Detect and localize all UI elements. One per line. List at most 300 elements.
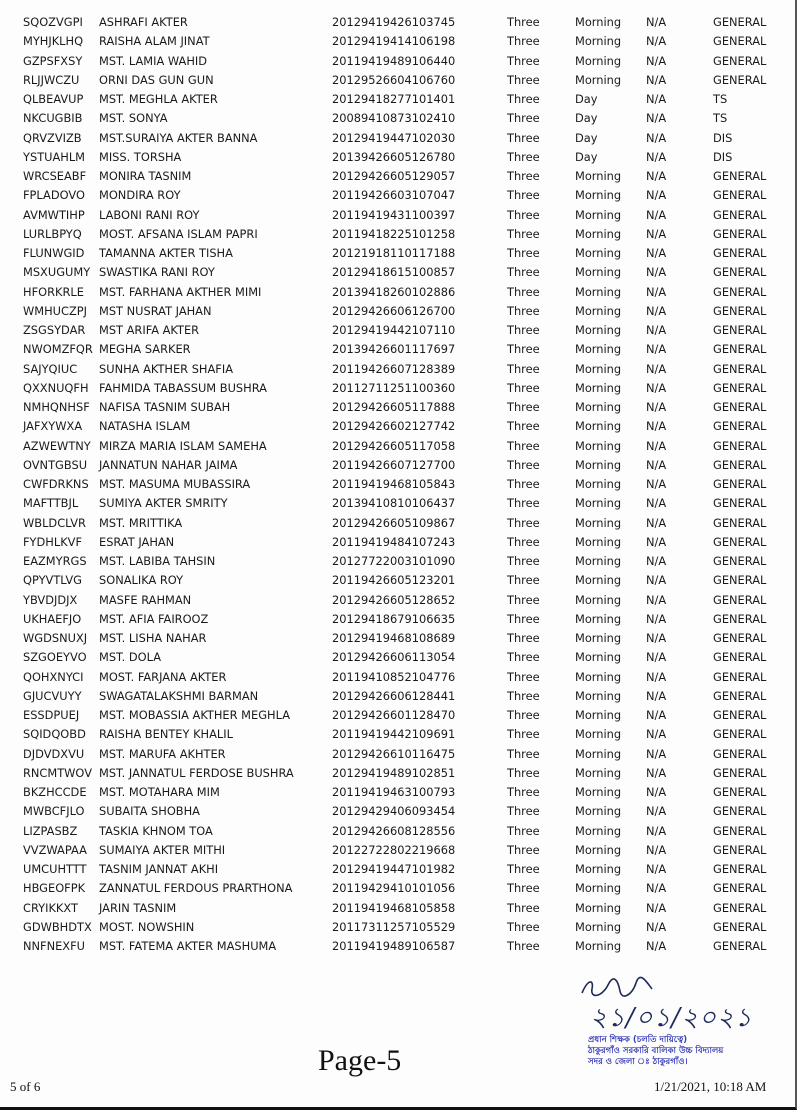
shift-cell: Morning bbox=[575, 188, 622, 203]
shift-cell: Morning bbox=[575, 72, 622, 87]
category-cell: GENERAL bbox=[713, 34, 767, 49]
quota-cell: N/A bbox=[646, 900, 667, 915]
table-row bbox=[0, 822, 795, 841]
table-row bbox=[0, 456, 795, 475]
table-row bbox=[0, 841, 795, 860]
student-name: SUMAIYA AKTER MITHI bbox=[99, 842, 226, 857]
shift-cell: Morning bbox=[575, 477, 622, 491]
shift-cell: Morning bbox=[575, 246, 622, 260]
student-name: MISS. TORSHA bbox=[99, 149, 182, 164]
category-cell: GENERAL bbox=[713, 15, 767, 29]
table-row bbox=[0, 802, 795, 821]
category-cell: GENERAL bbox=[713, 842, 767, 857]
student-id: 20129419426103745 bbox=[332, 15, 456, 29]
shift-cell: Day bbox=[575, 149, 598, 164]
shift-cell: Morning bbox=[575, 708, 622, 722]
category-cell: GENERAL bbox=[713, 400, 767, 414]
shift-cell: Morning bbox=[575, 534, 622, 549]
student-name: MST. FARHANA AKTHER MIMI bbox=[99, 284, 262, 299]
table-row bbox=[0, 648, 795, 667]
table-row bbox=[0, 90, 795, 109]
table-row bbox=[0, 186, 795, 205]
shift-cell: Morning bbox=[575, 823, 622, 838]
official-stamp bbox=[588, 1035, 768, 1068]
table-row bbox=[0, 283, 795, 302]
category-cell: GENERAL bbox=[713, 515, 767, 530]
quota-cell: N/A bbox=[646, 130, 667, 145]
category-cell: GENERAL bbox=[713, 496, 767, 511]
class-cell: Three bbox=[507, 72, 540, 87]
table-row bbox=[0, 379, 795, 398]
class-cell: Three bbox=[507, 631, 540, 645]
shift-cell: Morning bbox=[575, 592, 622, 607]
class-cell: Three bbox=[507, 688, 540, 703]
quota-cell: N/A bbox=[646, 111, 667, 126]
student-id: 20129426601128470 bbox=[332, 708, 456, 722]
quota-cell: N/A bbox=[646, 226, 667, 241]
student-name: ORNI DAS GUN GUN bbox=[99, 72, 214, 87]
shift-cell: Morning bbox=[575, 669, 622, 684]
student-id: 20119426607127700 bbox=[332, 457, 456, 472]
shift-cell: Morning bbox=[575, 727, 622, 742]
category-cell: GENERAL bbox=[713, 477, 767, 491]
table-row bbox=[0, 668, 795, 687]
quota-cell: N/A bbox=[646, 881, 667, 896]
student-id: 20139410810106437 bbox=[332, 496, 456, 511]
quota-cell: N/A bbox=[646, 477, 667, 491]
page-label: Page-5 bbox=[318, 1044, 402, 1077]
class-cell: Three bbox=[507, 939, 540, 953]
student-name: LABONI RANI ROY bbox=[99, 207, 200, 222]
shift-cell: Morning bbox=[575, 226, 622, 241]
class-cell: Three bbox=[507, 188, 540, 203]
shift-cell: Morning bbox=[575, 284, 622, 299]
category-cell: GENERAL bbox=[713, 323, 767, 337]
student-code: VVZWAPAA bbox=[23, 842, 87, 857]
category-cell: GENERAL bbox=[713, 611, 767, 626]
table-row bbox=[0, 629, 795, 648]
category-cell: GENERAL bbox=[713, 438, 767, 453]
student-code: GDWBHDTX bbox=[23, 919, 92, 934]
stamp-line: প্রধান শিক্ষক (চলতি দায়িত্বে) bbox=[588, 1035, 688, 1045]
shift-cell: Morning bbox=[575, 785, 622, 799]
student-code: SQIDQOBD bbox=[23, 727, 86, 742]
quota-cell: N/A bbox=[646, 207, 667, 222]
student-name: MIRZA MARIA ISLAM SAMEHA bbox=[99, 438, 267, 453]
student-code: NWOMZFQR bbox=[23, 342, 93, 357]
table-row bbox=[0, 71, 795, 90]
student-code: NKCUGBIB bbox=[23, 111, 83, 126]
quota-cell: N/A bbox=[646, 554, 667, 568]
category-cell: GENERAL bbox=[713, 361, 767, 376]
student-name: MEGHA SARKER bbox=[99, 342, 191, 357]
quota-cell: N/A bbox=[646, 611, 667, 626]
shift-cell: Morning bbox=[575, 611, 622, 626]
student-id: 20119419484107243 bbox=[332, 534, 456, 549]
student-name: TASNIM JANNAT AKHI bbox=[99, 862, 219, 876]
quota-cell: N/A bbox=[646, 169, 667, 183]
student-code: GZPSFXSY bbox=[23, 53, 83, 68]
student-name: MONIRA TASNIM bbox=[99, 169, 192, 183]
table-row bbox=[0, 263, 795, 282]
student-code: LURLBPYQ bbox=[23, 226, 82, 241]
class-cell: Three bbox=[507, 785, 540, 799]
quota-cell: N/A bbox=[646, 785, 667, 799]
student-id: 20119419442109691 bbox=[332, 727, 456, 742]
shift-cell: Morning bbox=[575, 53, 622, 68]
student-code: WMHUCZPJ bbox=[23, 303, 87, 318]
student-name: ASHRAFI AKTER bbox=[99, 15, 188, 29]
class-cell: Three bbox=[507, 708, 540, 722]
student-code: QLBEAVUP bbox=[23, 92, 84, 106]
shift-cell: Morning bbox=[575, 688, 622, 703]
shift-cell: Morning bbox=[575, 881, 622, 896]
shift-cell: Morning bbox=[575, 169, 622, 183]
class-cell: Three bbox=[507, 611, 540, 626]
student-id: 20129418679106635 bbox=[332, 611, 456, 626]
quota-cell: N/A bbox=[646, 669, 667, 684]
student-id: 20119419463100793 bbox=[332, 785, 456, 799]
student-name: TASKIA KHNOM TOA bbox=[99, 823, 213, 838]
category-cell: GENERAL bbox=[713, 688, 767, 703]
quota-cell: N/A bbox=[646, 380, 667, 395]
shift-cell: Morning bbox=[575, 380, 622, 395]
shift-cell: Morning bbox=[575, 438, 622, 453]
student-id: 20112711251100360 bbox=[332, 380, 456, 395]
student-id: 20089410873102410 bbox=[332, 111, 456, 126]
table-row bbox=[0, 725, 795, 744]
table-row bbox=[0, 879, 795, 898]
quota-cell: N/A bbox=[646, 15, 667, 29]
student-code: CRYIKKXT bbox=[23, 900, 78, 915]
shift-cell: Morning bbox=[575, 554, 622, 568]
student-id: 20129419447101982 bbox=[332, 862, 456, 876]
table-row bbox=[0, 533, 795, 552]
quota-cell: N/A bbox=[646, 92, 667, 106]
class-cell: Three bbox=[507, 496, 540, 511]
student-id: 20129426602127742 bbox=[332, 419, 456, 434]
student-id: 20139418260102886 bbox=[332, 284, 456, 299]
student-name: RAISHA BENTEY KHALIL bbox=[99, 727, 233, 742]
student-code: FPLADOVO bbox=[23, 188, 85, 203]
category-cell: GENERAL bbox=[713, 746, 767, 761]
quota-cell: N/A bbox=[646, 53, 667, 68]
table-row bbox=[0, 206, 795, 225]
shift-cell: Morning bbox=[575, 400, 622, 414]
quota-cell: N/A bbox=[646, 746, 667, 761]
class-cell: Three bbox=[507, 92, 540, 106]
student-name: MST. LAMIA WAHID bbox=[99, 53, 208, 68]
student-name: MST ARIFA AKTER bbox=[99, 323, 200, 337]
shift-cell: Morning bbox=[575, 631, 622, 645]
class-cell: Three bbox=[507, 900, 540, 915]
quota-cell: N/A bbox=[646, 823, 667, 838]
shift-cell: Morning bbox=[575, 515, 622, 530]
stamp-line: সদর ও জেলা ঃ ঠাকুরগাঁও। bbox=[588, 1057, 688, 1067]
category-cell: GENERAL bbox=[713, 53, 767, 68]
category-cell: GENERAL bbox=[713, 534, 767, 549]
category-cell: GENERAL bbox=[713, 919, 767, 934]
student-name: NAFISA TASNIM SUBAH bbox=[99, 400, 231, 414]
table-row bbox=[0, 340, 795, 359]
student-name: MST. MARUFA AKHTER bbox=[99, 746, 226, 761]
category-cell: GENERAL bbox=[713, 881, 767, 896]
class-cell: Three bbox=[507, 111, 540, 126]
table-row bbox=[0, 321, 795, 340]
class-cell: Three bbox=[507, 169, 540, 183]
quota-cell: N/A bbox=[646, 303, 667, 318]
class-cell: Three bbox=[507, 746, 540, 761]
quota-cell: N/A bbox=[646, 419, 667, 434]
table-row bbox=[0, 494, 795, 513]
student-code: JAFXYWXA bbox=[23, 419, 83, 434]
student-code: QXXNUQFH bbox=[23, 380, 89, 395]
student-id: 20129426610116475 bbox=[332, 746, 456, 761]
signature-stamp bbox=[570, 975, 770, 1075]
student-code: AVMWTIHP bbox=[23, 207, 85, 222]
student-code: FYDHLKVF bbox=[23, 534, 83, 549]
student-code: CWFDRKNS bbox=[23, 477, 89, 491]
signature-date: ২১/০১/২০২১ bbox=[590, 1003, 753, 1033]
quota-cell: N/A bbox=[646, 149, 667, 164]
table-row bbox=[0, 398, 795, 417]
table-row bbox=[0, 514, 795, 533]
class-cell: Three bbox=[507, 226, 540, 241]
quota-cell: N/A bbox=[646, 862, 667, 876]
table-row bbox=[0, 148, 795, 167]
student-id: 20119419431100397 bbox=[332, 207, 456, 222]
shift-cell: Morning bbox=[575, 650, 622, 665]
student-name: MST. LISHA NAHAR bbox=[99, 631, 207, 645]
student-id: 20129426606113054 bbox=[332, 650, 456, 665]
student-code: WBLDCLVR bbox=[23, 515, 86, 530]
table-row bbox=[0, 745, 795, 764]
category-cell: GENERAL bbox=[713, 226, 767, 241]
table-row bbox=[0, 899, 795, 918]
student-list bbox=[0, 13, 795, 956]
student-code: FLUNWGID bbox=[23, 246, 85, 260]
shift-cell: Morning bbox=[575, 804, 622, 819]
table-row bbox=[0, 244, 795, 263]
student-id: 20129426605129057 bbox=[332, 169, 456, 183]
student-id: 20119419489106440 bbox=[332, 53, 456, 68]
student-code: LIZPASBZ bbox=[23, 823, 78, 838]
student-code: MYHJKLHQ bbox=[23, 34, 84, 49]
student-id: 20117311257105529 bbox=[332, 919, 456, 934]
student-id: 20129526604106760 bbox=[332, 72, 456, 87]
quota-cell: N/A bbox=[646, 265, 667, 280]
student-code: EAZMYRGS bbox=[23, 554, 87, 568]
category-cell: GENERAL bbox=[713, 765, 767, 780]
table-row bbox=[0, 937, 795, 956]
class-cell: Three bbox=[507, 34, 540, 49]
quota-cell: N/A bbox=[646, 842, 667, 857]
student-name: SWASTIKA RANI ROY bbox=[99, 265, 215, 280]
category-cell: GENERAL bbox=[713, 669, 767, 684]
student-id: 20119419468105843 bbox=[332, 477, 456, 491]
category-cell: GENERAL bbox=[713, 169, 767, 183]
table-row bbox=[0, 610, 795, 629]
student-name: JANNATUN NAHAR JAIMA bbox=[99, 457, 238, 472]
quota-cell: N/A bbox=[646, 804, 667, 819]
table-row bbox=[0, 783, 795, 802]
category-cell: GENERAL bbox=[713, 785, 767, 799]
table-row bbox=[0, 13, 795, 32]
student-id: 20129426605117058 bbox=[332, 438, 456, 453]
class-cell: Three bbox=[507, 669, 540, 684]
shift-cell: Morning bbox=[575, 457, 622, 472]
quota-cell: N/A bbox=[646, 188, 667, 203]
table-row bbox=[0, 417, 795, 436]
student-name: MST. MRITTIKA bbox=[99, 515, 183, 530]
student-name: MST. MEGHLA AKTER bbox=[99, 92, 218, 106]
student-code: YSTUAHLM bbox=[23, 149, 86, 164]
table-row bbox=[0, 32, 795, 51]
shift-cell: Morning bbox=[575, 34, 622, 49]
table-row bbox=[0, 52, 795, 71]
table-row bbox=[0, 225, 795, 244]
student-id: 20122722802219668 bbox=[332, 842, 456, 857]
student-id: 20129426605117888 bbox=[332, 400, 456, 414]
shift-cell: Day bbox=[575, 130, 598, 145]
quota-cell: N/A bbox=[646, 361, 667, 376]
student-code: QPYVTLVG bbox=[23, 573, 83, 588]
student-code: QRVZVIZB bbox=[23, 130, 82, 145]
category-cell: TS bbox=[713, 111, 728, 126]
student-id: 20129419468108689 bbox=[332, 631, 456, 645]
class-cell: Three bbox=[507, 919, 540, 934]
page-count: 5 of 6 bbox=[10, 1079, 41, 1094]
student-name: MST NUSRAT JAHAN bbox=[99, 303, 212, 318]
category-cell: GENERAL bbox=[713, 823, 767, 838]
student-code: ZSGSYDAR bbox=[23, 323, 86, 337]
quota-cell: N/A bbox=[646, 592, 667, 607]
table-row bbox=[0, 109, 795, 128]
table-row bbox=[0, 571, 795, 590]
shift-cell: Day bbox=[575, 111, 598, 126]
quota-cell: N/A bbox=[646, 650, 667, 665]
quota-cell: N/A bbox=[646, 438, 667, 453]
student-id: 20119426605123201 bbox=[332, 573, 456, 588]
student-code: ESSDPUEJ bbox=[23, 708, 80, 722]
category-cell: GENERAL bbox=[713, 72, 767, 87]
student-id: 20129429406093454 bbox=[332, 804, 456, 819]
shift-cell: Morning bbox=[575, 919, 622, 934]
student-name: MST.SURAIYA AKTER BANNA bbox=[99, 130, 258, 145]
quota-cell: N/A bbox=[646, 708, 667, 722]
class-cell: Three bbox=[507, 534, 540, 549]
student-code: HFORKRLE bbox=[23, 284, 84, 299]
class-cell: Three bbox=[507, 400, 540, 414]
student-name: ZANNATUL FERDOUS PRARTHONA bbox=[99, 881, 293, 896]
student-code: SAJYQIUC bbox=[23, 361, 78, 376]
class-cell: Three bbox=[507, 130, 540, 145]
class-cell: Three bbox=[507, 727, 540, 742]
student-name: FAHMIDA TABASSUM BUSHRA bbox=[99, 380, 267, 395]
shift-cell: Morning bbox=[575, 842, 622, 857]
student-name: SONALIKA ROY bbox=[99, 573, 184, 588]
student-id: 20127722003101090 bbox=[332, 554, 456, 568]
student-id: 20121918110117188 bbox=[332, 246, 456, 260]
student-name: SUMIYA AKTER SMRITY bbox=[99, 496, 228, 511]
student-id: 20119426607128389 bbox=[332, 361, 456, 376]
student-code: DJDVDXVU bbox=[23, 746, 85, 761]
class-cell: Three bbox=[507, 284, 540, 299]
class-cell: Three bbox=[507, 207, 540, 222]
table-row bbox=[0, 552, 795, 571]
student-id: 20119419489106587 bbox=[332, 939, 456, 953]
student-code: WRCSEABF bbox=[23, 169, 87, 183]
class-cell: Three bbox=[507, 650, 540, 665]
class-cell: Three bbox=[507, 303, 540, 318]
category-cell: GENERAL bbox=[713, 708, 767, 722]
shift-cell: Morning bbox=[575, 342, 622, 357]
class-cell: Three bbox=[507, 265, 540, 280]
shift-cell: Morning bbox=[575, 939, 622, 953]
shift-cell: Morning bbox=[575, 765, 622, 780]
class-cell: Three bbox=[507, 457, 540, 472]
student-name: MST. LABIBA TAHSIN bbox=[99, 554, 216, 568]
table-row bbox=[0, 360, 795, 379]
category-cell: DIS bbox=[713, 149, 733, 164]
stamp-line: ঠাকুরগাঁও সরকারি বালিকা উচ্চ বিদ্যালয় bbox=[588, 1046, 724, 1056]
student-id: 20119419468105858 bbox=[332, 900, 456, 915]
category-cell: GENERAL bbox=[713, 303, 767, 318]
shift-cell: Morning bbox=[575, 419, 622, 434]
class-cell: Three bbox=[507, 592, 540, 607]
category-cell: GENERAL bbox=[713, 592, 767, 607]
class-cell: Three bbox=[507, 554, 540, 568]
student-id: 20119410852104776 bbox=[332, 669, 456, 684]
table-row bbox=[0, 475, 795, 494]
student-name: NATASHA ISLAM bbox=[99, 419, 191, 434]
table-row bbox=[0, 591, 795, 610]
category-cell: GENERAL bbox=[713, 419, 767, 434]
shift-cell: Morning bbox=[575, 573, 622, 588]
shift-cell: Morning bbox=[575, 265, 622, 280]
category-cell: GENERAL bbox=[713, 457, 767, 472]
shift-cell: Morning bbox=[575, 15, 622, 29]
class-cell: Three bbox=[507, 361, 540, 376]
category-cell: GENERAL bbox=[713, 342, 767, 357]
student-id: 20129419442107110 bbox=[332, 323, 456, 337]
student-id: 20129426605128652 bbox=[332, 592, 456, 607]
quota-cell: N/A bbox=[646, 573, 667, 588]
quota-cell: N/A bbox=[646, 323, 667, 337]
quota-cell: N/A bbox=[646, 631, 667, 645]
table-row bbox=[0, 764, 795, 783]
student-id: 20129419489102851 bbox=[332, 765, 456, 780]
category-cell: GENERAL bbox=[713, 207, 767, 222]
student-id: 20129418277101401 bbox=[332, 92, 456, 106]
class-cell: Three bbox=[507, 804, 540, 819]
student-id: 20129418615100857 bbox=[332, 265, 456, 280]
class-cell: Three bbox=[507, 438, 540, 453]
category-cell: DIS bbox=[713, 130, 733, 145]
category-cell: GENERAL bbox=[713, 265, 767, 280]
student-name: MST. AFIA FAIROOZ bbox=[99, 611, 209, 626]
student-name: MST. DOLA bbox=[99, 650, 162, 665]
shift-cell: Morning bbox=[575, 746, 622, 761]
student-name: MST. SONYA bbox=[99, 111, 168, 126]
category-cell: TS bbox=[713, 92, 728, 106]
quota-cell: N/A bbox=[646, 457, 667, 472]
table-row bbox=[0, 687, 795, 706]
shift-cell: Morning bbox=[575, 207, 622, 222]
shift-cell: Morning bbox=[575, 323, 622, 337]
class-cell: Three bbox=[507, 765, 540, 780]
student-code: NNFNEXFU bbox=[23, 939, 86, 953]
